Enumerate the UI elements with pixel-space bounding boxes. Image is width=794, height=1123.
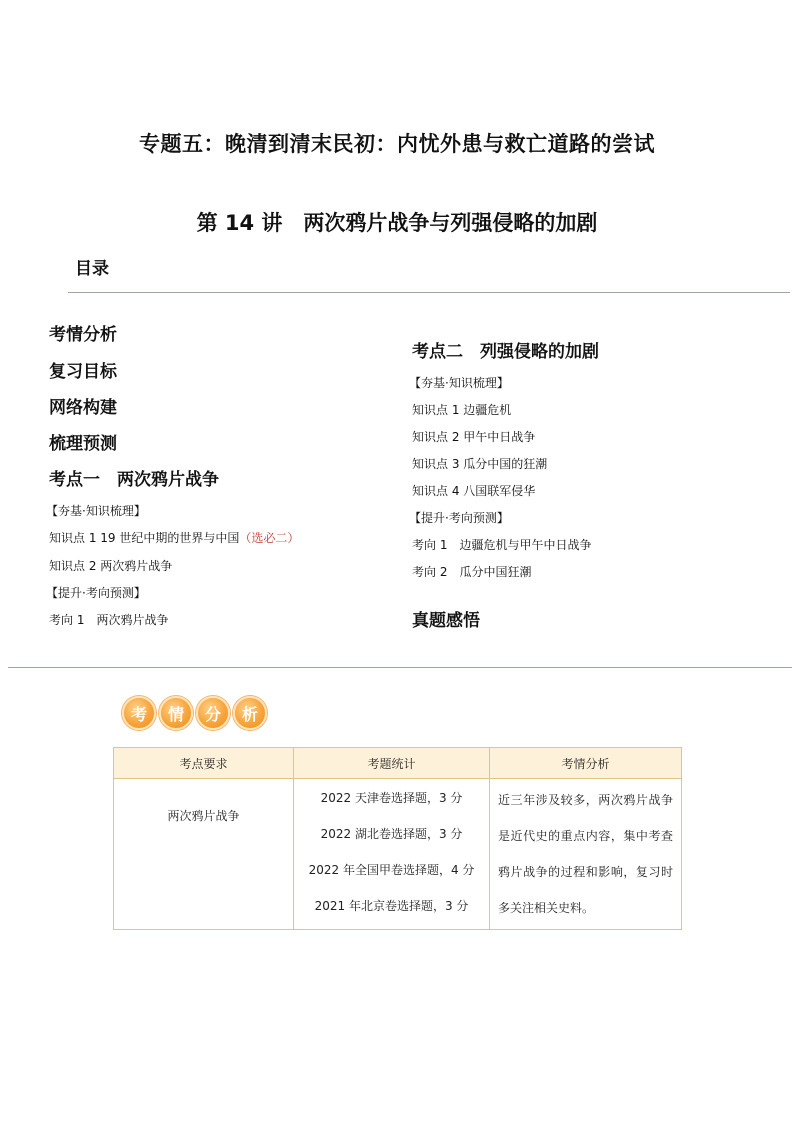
- toc-point2-foundation[interactable]: 【夯基·知识梳理】: [409, 376, 509, 390]
- header-statistics: 考题统计: [294, 748, 490, 779]
- toc-point1-knowledge1-note: （选必二）: [239, 531, 300, 545]
- toc-divider-top: [68, 292, 790, 293]
- lecture-title: 第 14 讲 两次鸦片战争与列强侵略的加剧: [196, 211, 598, 235]
- toc-item-network[interactable]: 网络构建: [49, 398, 117, 418]
- toc-point2-knowledge1[interactable]: 知识点 1 边疆危机: [412, 403, 512, 417]
- toc-item-point1[interactable]: 考点一 两次鸦片战争: [49, 470, 219, 490]
- toc-point1-upgrade[interactable]: 【提升·考向预测】: [46, 586, 146, 600]
- toc-point1-knowledge1-text: 知识点 1 19 世纪中期的世界与中国: [49, 531, 240, 545]
- toc-point2-direction1[interactable]: 考向 1 边疆危机与甲午中日战争: [412, 538, 592, 552]
- toc-item-point2[interactable]: 考点二 列强侵略的加剧: [412, 342, 599, 362]
- badge-char-2: 情: [159, 696, 193, 730]
- toc-item-exam-analysis[interactable]: 考情分析: [49, 325, 117, 345]
- stat-line: 2022 年全国甲卷选择题，4 分: [308, 863, 475, 877]
- topic-title: 专题五：晚清到清末民初：内忧外患与救亡道路的尝试: [139, 132, 655, 156]
- toc-label: 目录: [75, 259, 109, 279]
- toc-point1-direction1[interactable]: 考向 1 两次鸦片战争: [49, 613, 169, 627]
- cell-analysis: 近三年涉及较多，两次鸦片战争是近代史的重点内容，集中考查鸦片战争的过程和影响，复习时多关注相关史料。: [490, 779, 682, 930]
- toc-item-review-goals[interactable]: 复习目标: [49, 362, 117, 382]
- toc-point2-upgrade[interactable]: 【提升·考向预测】: [409, 511, 509, 525]
- table-row: [114, 779, 682, 930]
- stat-line: 2022 天津卷选择题，3 分: [320, 791, 463, 805]
- toc-item-review-predict[interactable]: 梳理预测: [49, 434, 117, 454]
- stat-line: 2022 湖北卷选择题，3 分: [320, 827, 463, 841]
- toc-point2-knowledge2[interactable]: 知识点 2 甲午中日战争: [412, 430, 536, 444]
- toc-point2-knowledge3[interactable]: 知识点 3 瓜分中国的狂潮: [412, 457, 548, 471]
- toc-point1-knowledge1[interactable]: [49, 529, 299, 546]
- stat-line: 2021 年北京卷选择题，3 分: [314, 899, 469, 913]
- toc-point1-knowledge2[interactable]: 知识点 2 两次鸦片战争: [49, 559, 173, 573]
- toc-point2-knowledge4[interactable]: 知识点 4 八国联军侵华: [412, 484, 536, 498]
- header-analysis: 考情分析: [490, 748, 682, 779]
- toc-point2-direction2[interactable]: 考向 2 瓜分中国狂潮: [412, 565, 532, 579]
- cell-requirement: 两次鸦片战争: [114, 779, 294, 930]
- cell-statistics: [294, 779, 490, 930]
- header-requirement: 考点要求: [114, 748, 294, 779]
- table-header-row: [114, 748, 682, 779]
- toc-item-real-exam[interactable]: 真题感悟: [412, 611, 480, 631]
- exam-analysis-table: [113, 747, 682, 930]
- badge-char-3: 分: [196, 696, 230, 730]
- badge-char-4: 析: [233, 696, 267, 730]
- toc-point1-foundation[interactable]: 【夯基·知识梳理】: [46, 504, 146, 518]
- badge-char-1: 考: [122, 696, 156, 730]
- toc-divider-bottom: [8, 667, 792, 668]
- section-badge: [122, 696, 267, 730]
